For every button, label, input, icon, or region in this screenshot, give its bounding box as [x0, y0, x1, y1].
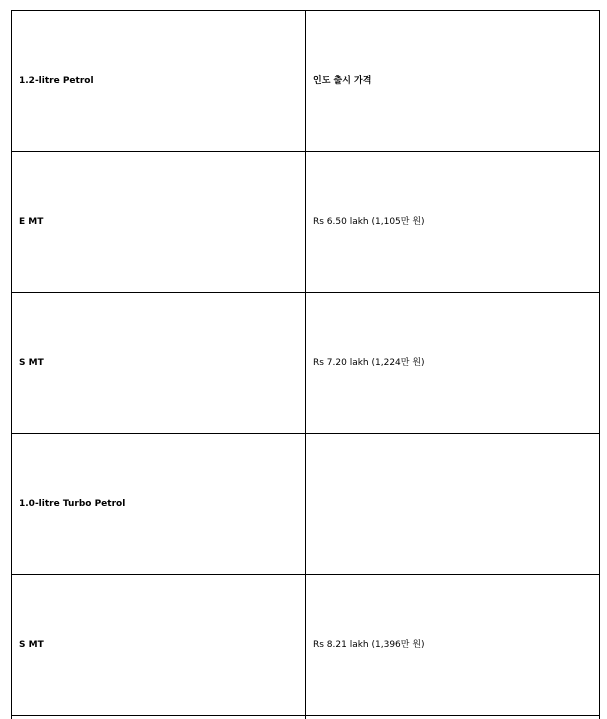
variant-cell: S MT — [12, 293, 306, 434]
table-row — [12, 293, 600, 434]
price-cell: Rs 8.21 lakh (1,396만 원) — [306, 575, 600, 716]
price-cell: Rs 6.50 lakh (1,105만 원) — [306, 152, 600, 293]
variant-cell — [12, 716, 306, 719]
price-cell: Rs 7.20 lakh (1,224만 원) — [306, 293, 600, 434]
variant-cell: S MT — [12, 575, 306, 716]
engine-section-cell: 1.0-litre Turbo Petrol — [12, 434, 306, 575]
table-header-row — [12, 11, 600, 152]
price-table — [11, 10, 600, 719]
engine-header-cell: 1.2-litre Petrol — [12, 11, 306, 152]
table-row — [12, 434, 600, 575]
table-row — [12, 152, 600, 293]
variant-cell: E MT — [12, 152, 306, 293]
price-header-cell: 인도 출시 가격 — [306, 11, 600, 152]
table-row — [12, 716, 600, 719]
price-cell — [306, 716, 600, 719]
price-cell — [306, 434, 600, 575]
table-row — [12, 575, 600, 716]
